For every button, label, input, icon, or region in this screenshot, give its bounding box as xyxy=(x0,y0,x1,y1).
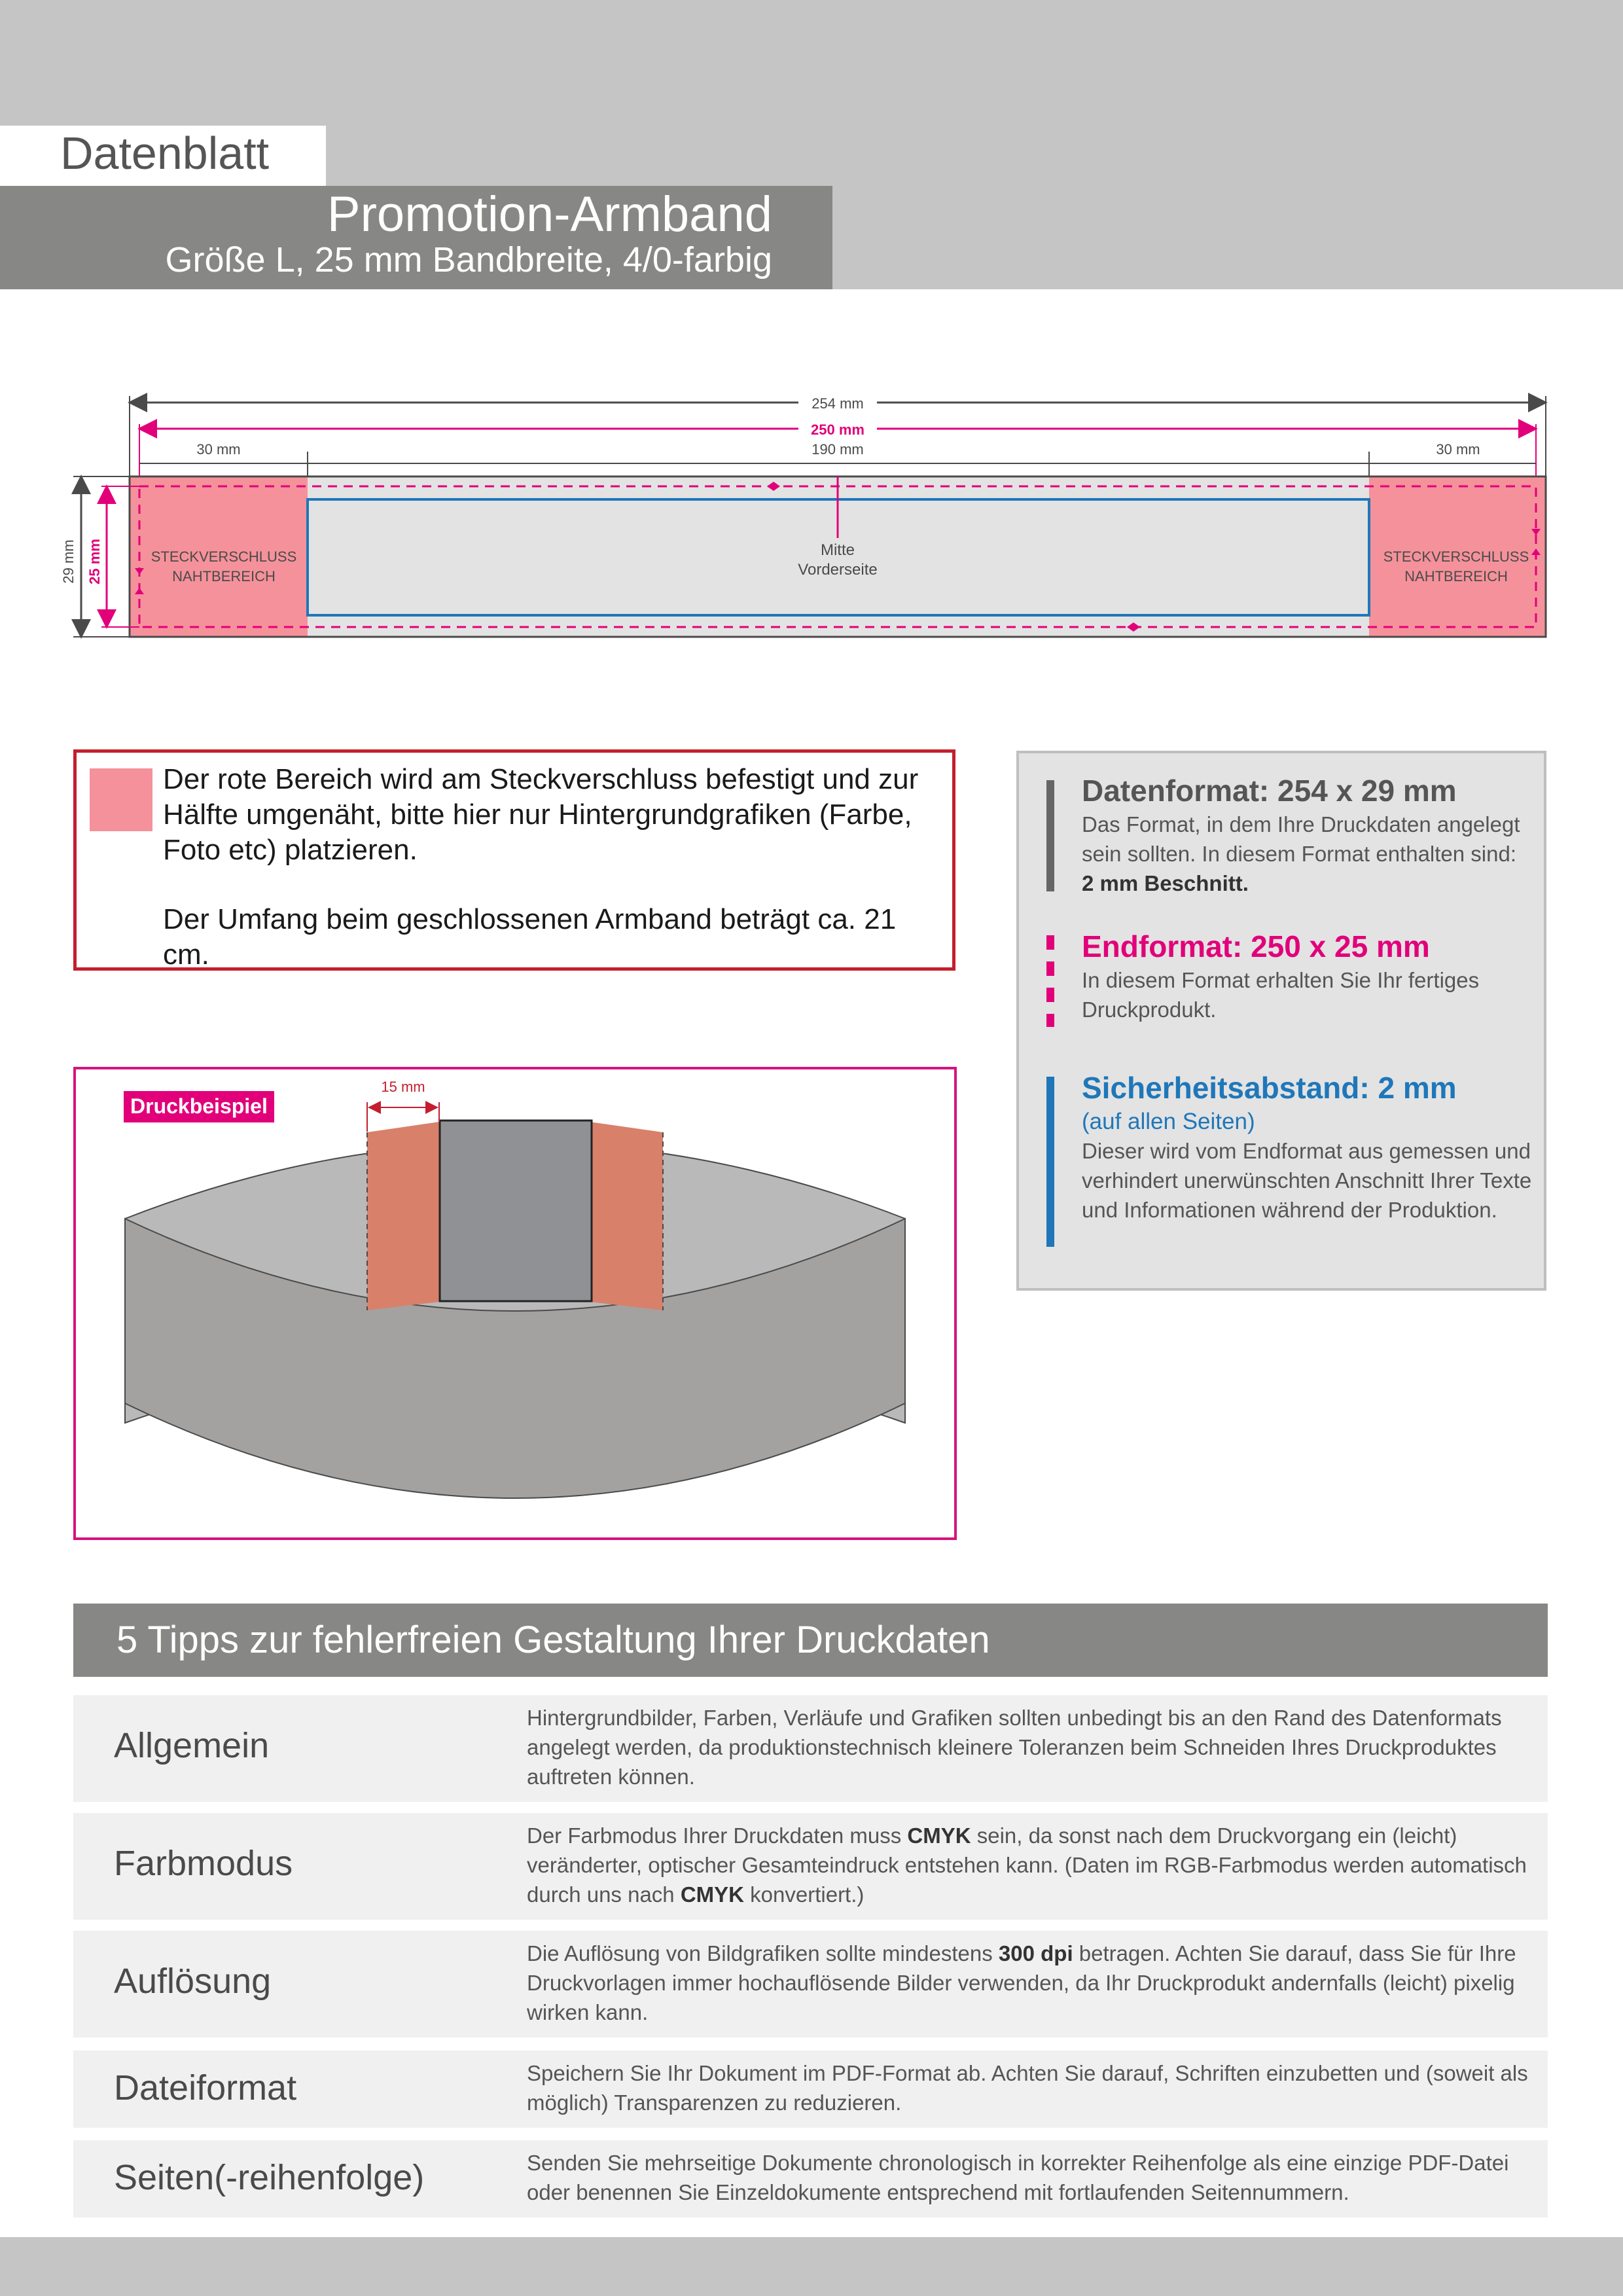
dim-total-label: 254 mm xyxy=(812,395,864,412)
center-label-line1: Mitte xyxy=(820,541,855,559)
data-format-title: Datenformat: 254 x 29 mm xyxy=(1082,774,1457,808)
tip-label: Auflösung xyxy=(114,1962,272,2001)
tip-text: Speichern Sie Ihr Dokument im PDF-Format ab. Achten Sie darauf, Schriften einzubetten und (soweit als möglich) Transparenzen zu reduzieren. xyxy=(527,2061,1528,2115)
tip-text-part: konvertiert.) xyxy=(744,1882,865,1907)
tips-heading-bar xyxy=(73,1604,1548,1677)
dim-left-label: 30 mm xyxy=(196,441,241,457)
tip-text xyxy=(527,1939,1535,2027)
dim-center-label: 190 mm xyxy=(812,441,864,457)
product-title: Promotion-Armband xyxy=(327,187,772,242)
zone-right-line1: STECKVERSCHLUSS xyxy=(1383,548,1529,565)
data-format-text: Das Format, in dem Ihre Druckdaten angelegt sein sollten. In diesem Format enthalten sind: xyxy=(1082,812,1520,866)
clasp-width-label: 15 mm xyxy=(381,1079,425,1095)
dim-end-label: 250 mm xyxy=(811,422,865,438)
end-format-text: In diesem Format erhalten Sie Ihr fertiges Druckprodukt. xyxy=(1082,968,1480,1022)
end-format-title: Endformat: 250 x 25 mm xyxy=(1082,929,1430,963)
zone-left-line2: NAHTBEREICH xyxy=(172,568,276,584)
tip-text-part: betragen. Achten Sie darauf, dass Sie für Ihre Druckvorlagen immer hochauflösende Bilder verwenden, da Ihr Druckprodukt andernfalls (leicht) pixelig wirken kann. xyxy=(527,1941,1516,2024)
tip-row xyxy=(73,1813,1548,1920)
print-example-badge: Druckbeispiel xyxy=(124,1091,274,1122)
tip-label: Allgemein xyxy=(114,1726,270,1765)
data-format-bleed: 2 mm Beschnitt. xyxy=(1082,871,1249,895)
tip-row xyxy=(73,1695,1548,1802)
format-legend xyxy=(1016,751,1546,1291)
tip-text-part: Der Farbmodus Ihrer Druckdaten muss xyxy=(527,1823,908,1848)
zone-left-line1: STECKVERSCHLUSS xyxy=(151,548,297,565)
note-paragraph-1: Der rote Bereich wird am Steckverschluss befestigt und zur Hälfte umgenäht, bitte hier nur Hintergrundgrafiken (Farbe, Foto etc) platzieren. xyxy=(163,763,919,866)
tip-text xyxy=(527,1821,1535,1909)
tip-row xyxy=(73,1931,1548,2037)
tip-text: Senden Sie mehrseitige Dokumente chronologisch in korrekter Reihenfolge als eine einzige PDF-Datei oder benennen Sie Einzeldokumente entsprechend mit fortlaufenden Seitennummern. xyxy=(527,2151,1509,2204)
tip-text-bold: 300 dpi xyxy=(998,1941,1073,1965)
title-bar xyxy=(0,186,832,289)
tip-text-part: sein, da sonst nach dem Druckvorgang ein (leicht) veränderter, optischer Gesamteindruck entstehen kann. (Daten im RGB-Farbmodus werden automatisch durch uns nach xyxy=(527,1823,1527,1907)
safety-margin-marker xyxy=(1046,1077,1054,1247)
bleed-zone-note xyxy=(73,749,955,971)
tip-row xyxy=(73,2140,1548,2217)
format-diagram xyxy=(0,367,1623,668)
data-format-marker xyxy=(1046,780,1054,891)
tip-label: Seiten(-reihenfolge) xyxy=(114,2158,425,2197)
height-total-label: 29 mm xyxy=(60,539,77,584)
zone-right-line2: NAHTBEREICH xyxy=(1404,568,1508,584)
tip-label: Dateiformat xyxy=(114,2068,297,2108)
tips-heading: 5 Tipps zur fehlerfreien Gestaltung Ihrer Druckdaten xyxy=(116,1619,990,1661)
tip-text-part: Die Auflösung von Bildgrafiken sollte mindestens xyxy=(527,1941,999,1965)
dim-right-label: 30 mm xyxy=(1436,441,1480,457)
datasheet-label: Datenblatt xyxy=(60,128,270,179)
safety-margin-text: Dieser wird vom Endformat aus gemessen und verhindert unerwünschten Anschnitt Ihrer Texte und Informationen während der Produktion. xyxy=(1082,1139,1532,1222)
tip-row xyxy=(73,2051,1548,2128)
datasheet-tag xyxy=(0,126,326,186)
end-format-marker xyxy=(1046,935,1054,1027)
safety-margin-subtitle: (auf allen Seiten) xyxy=(1082,1109,1255,1134)
safety-margin-title: Sicherheitsabstand: 2 mm xyxy=(1082,1071,1457,1105)
print-example xyxy=(73,1067,957,1540)
footer-background xyxy=(0,2237,1623,2296)
bleed-zone-swatch xyxy=(90,768,152,831)
tip-label: Farbmodus xyxy=(114,1844,293,1883)
tip-text: Hintergrundbilder, Farben, Verläufe und Grafiken sollten unbedingt bis an den Rand des Datenformats angelegt werden, da produktionstechnisch kleinere Toleranzen beim Schneiden Ihres Druckproduktes auftreten können. xyxy=(527,1706,1502,1789)
tip-text-bold: CMYK xyxy=(907,1823,971,1848)
center-label-line2: Vorderseite xyxy=(798,561,878,579)
product-subtitle: Größe L, 25 mm Bandbreite, 4/0-farbig xyxy=(165,240,772,279)
wristband-illustration xyxy=(76,1069,954,1537)
note-paragraph-2: Der Umfang beim geschlossenen Armband beträgt ca. 21 cm. xyxy=(163,903,897,971)
height-end-label: 25 mm xyxy=(86,539,103,584)
tip-text-bold: CMYK xyxy=(680,1882,744,1907)
